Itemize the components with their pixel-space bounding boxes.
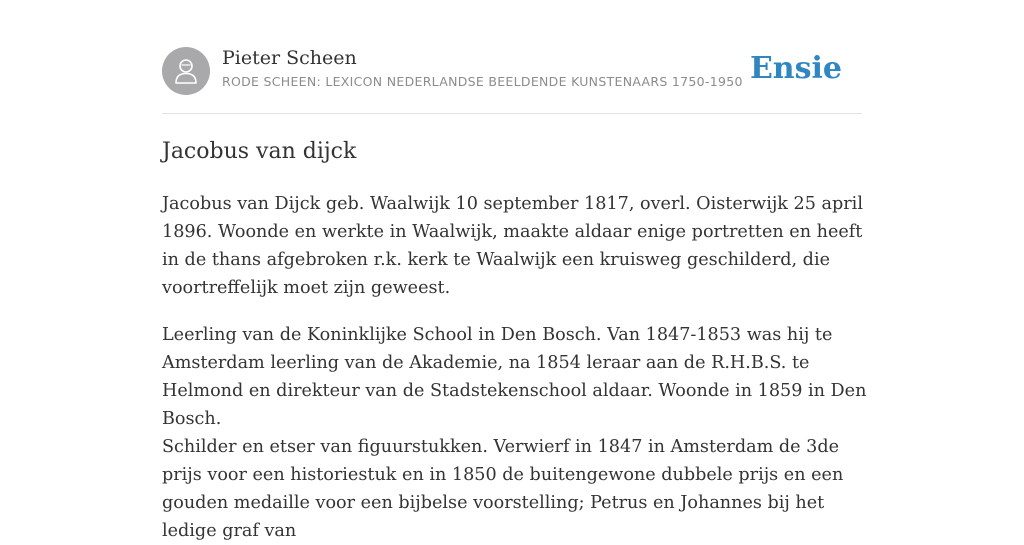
article-paragraph: Schilder en etser van figuurstukken. Verwierf in 1847 in Amsterdam de 3de prijs voor een historiestuk en in 1850 de buitengewone dubbele prijs en een gouden medaille voor een bijbelse voorstelling; Petrus en Johannes bij het ledige graf van [162,437,844,541]
article-paragraph: Leerling van de Koninklijke School in Den Bosch. Van 1847-1853 was hij te Amsterdam leerling van de Akademie, na 1854 leraar aan de R.H.B.S. te Helmond en direkteur van de Stadstekenschool aldaar. Woonde in 1859 in Den Bosch. [162,325,867,429]
article-title: Jacobus van dijck [162,139,357,164]
header-divider [162,113,862,114]
article-header [162,46,862,96]
article-paragraph: Jacobus van Dijck geb. Waalwijk 10 september 1817, overl. Oisterwijk 25 april 1896. Woonde en werkte in Waalwijk, maakte aldaar enige portretten en heeft in de thans afgebroken r.k. kerk te Waalwijk een kruisweg geschilderd, die voortreffelijk moet zijn geweest. [162,194,863,298]
source-name[interactable]: RODE SCHEEN: LEXICON NEDERLANDSE BEELDENDE KUNSTENAARS 1750-1950 [222,74,743,89]
user-placeholder-icon [172,56,200,86]
author-name[interactable]: Pieter Scheen [222,47,357,69]
ensie-logo[interactable]: Ensie [749,51,842,86]
author-avatar[interactable] [162,47,210,95]
